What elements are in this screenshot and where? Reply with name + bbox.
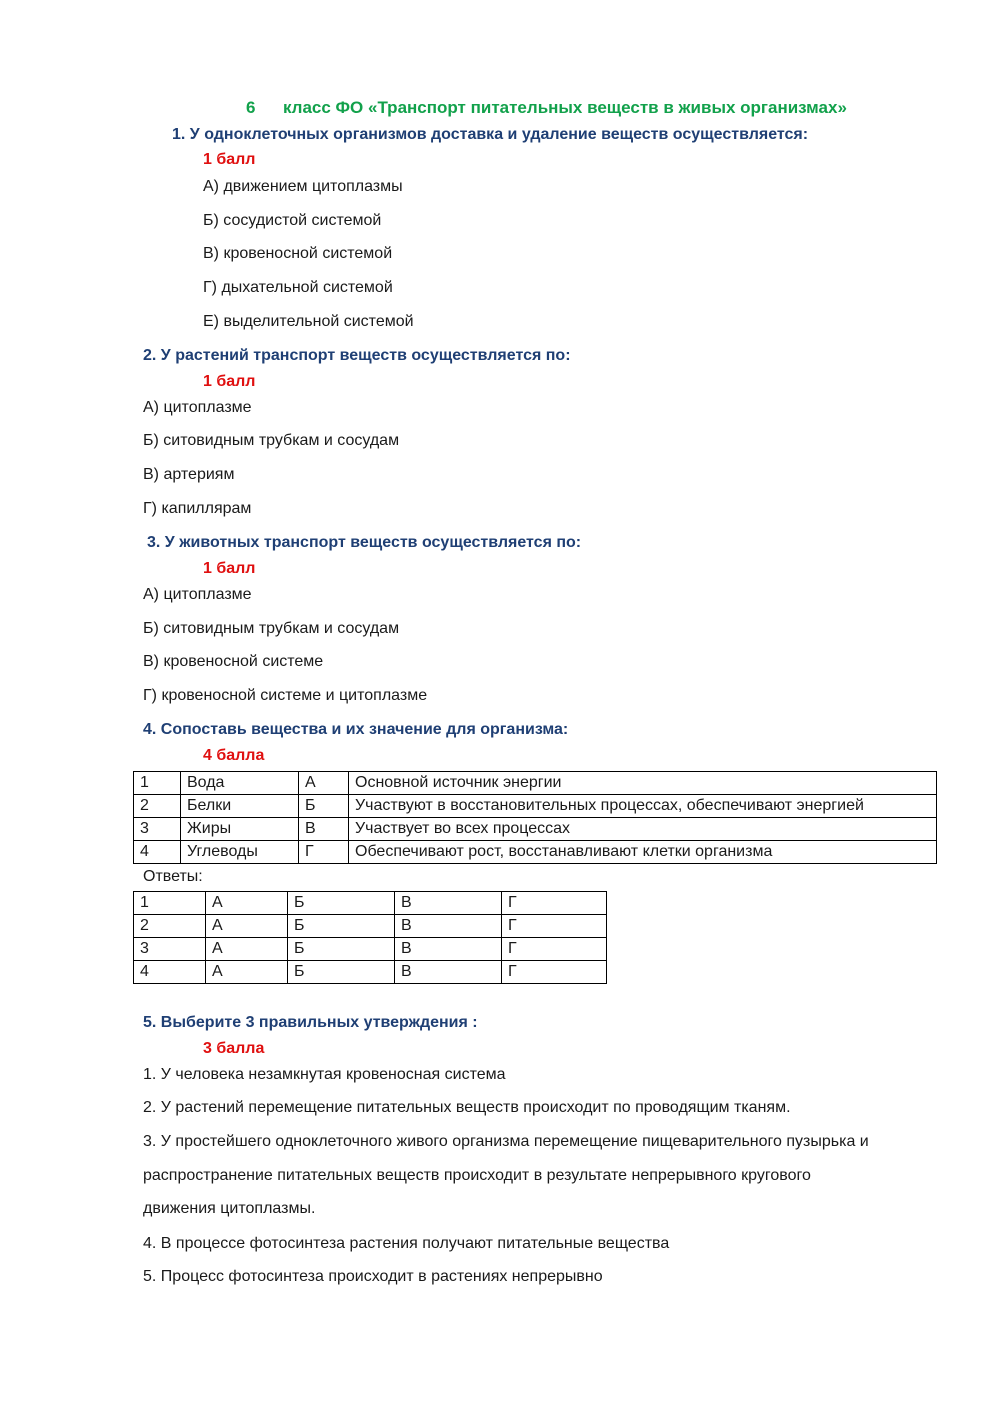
- match-cell: Обеспечивают рост, восстанавливают клетки организма: [349, 841, 937, 864]
- q1-option-e[interactable]: Е) выделительной системой: [203, 313, 414, 330]
- answer-cell[interactable]: А: [206, 938, 288, 961]
- answer-cell[interactable]: Г: [502, 915, 607, 938]
- match-cell: А: [299, 772, 349, 795]
- q5-statement-5[interactable]: 5. Процесс фотосинтеза происходит в растениях непрерывно: [143, 1268, 603, 1285]
- match-cell: 3: [134, 818, 181, 841]
- match-cell: Жиры: [181, 818, 299, 841]
- q3-option-a[interactable]: А) цитоплазме: [143, 586, 252, 603]
- match-cell: Основной источник энергии: [349, 772, 937, 795]
- question-5: 5. Выберите 3 правильных утверждения :: [143, 1014, 478, 1031]
- answer-cell: 4: [134, 961, 206, 984]
- question-2: 2. У растений транспорт веществ осуществляется по:: [143, 347, 571, 364]
- q5-statement-3-cont: распространение питательных веществ происходит в результате непрерывного кругового: [143, 1167, 811, 1184]
- q1-option-d[interactable]: Г) дыхательной системой: [203, 279, 393, 296]
- q2-option-c[interactable]: В) артериям: [143, 466, 235, 483]
- q1-option-a[interactable]: А) движением цитоплазмы: [203, 178, 403, 195]
- table-row: [134, 818, 937, 841]
- question-4: 4. Сопоставь вещества и их значение для организма:: [143, 721, 569, 738]
- answer-cell[interactable]: А: [206, 915, 288, 938]
- q3-option-c[interactable]: В) кровеносной системе: [143, 653, 324, 670]
- match-cell: Г: [299, 841, 349, 864]
- q1-option-b[interactable]: Б) сосудистой системой: [203, 212, 382, 229]
- match-cell: Участвуют в восстановительных процессах, обеспечивают энергией: [349, 795, 937, 818]
- answer-cell[interactable]: В: [395, 915, 502, 938]
- page-title: [246, 98, 847, 118]
- answer-cell: 2: [134, 915, 206, 938]
- match-cell: Участвует во всех процессах: [349, 818, 937, 841]
- answer-cell[interactable]: Г: [502, 938, 607, 961]
- answer-cell[interactable]: В: [395, 961, 502, 984]
- q5-statement-3-end: движения цитоплазмы.: [143, 1200, 316, 1217]
- table-row: [134, 795, 937, 818]
- answer-cell[interactable]: Б: [288, 938, 395, 961]
- answer-cell[interactable]: В: [395, 892, 502, 915]
- question-3: 3. У животных транспорт веществ осуществляется по:: [147, 534, 582, 551]
- q5-statement-3[interactable]: 3. У простейшего одноклеточного живого организма перемещение пищеварительного пузырька и: [143, 1133, 869, 1150]
- answers-label: Ответы:: [143, 868, 203, 885]
- answer-cell[interactable]: А: [206, 892, 288, 915]
- question-5-points: 3 балла: [203, 1040, 265, 1057]
- match-cell: В: [299, 818, 349, 841]
- table-row: [134, 892, 607, 915]
- match-table: [133, 771, 937, 864]
- answer-cell[interactable]: В: [395, 938, 502, 961]
- answer-cell[interactable]: Б: [288, 961, 395, 984]
- q5-statement-2[interactable]: 2. У растений перемещение питательных веществ происходит по проводящим тканям.: [143, 1099, 791, 1116]
- match-cell: 4: [134, 841, 181, 864]
- q1-option-c[interactable]: В) кровеносной системой: [203, 245, 393, 262]
- title-text: класс ФО «Транспорт питательных веществ в живых организмах»: [282, 98, 847, 117]
- question-1-points: 1 балл: [203, 151, 256, 168]
- match-cell: Углеводы: [181, 841, 299, 864]
- question-2-points: 1 балл: [203, 373, 256, 390]
- q3-option-b[interactable]: Б) ситовидным трубкам и сосудам: [143, 620, 400, 637]
- table-row: [134, 961, 607, 984]
- q2-option-a[interactable]: А) цитоплазме: [143, 399, 252, 416]
- question-4-points: 4 балла: [203, 747, 265, 764]
- answer-cell: 3: [134, 938, 206, 961]
- table-row: [134, 841, 937, 864]
- q2-option-d[interactable]: Г) капиллярам: [143, 500, 252, 517]
- q3-option-d[interactable]: Г) кровеносной системе и цитоплазме: [143, 687, 428, 704]
- table-row: [134, 938, 607, 961]
- table-row: [134, 915, 607, 938]
- match-cell: 1: [134, 772, 181, 795]
- question-3-points: 1 балл: [203, 560, 256, 577]
- answer-cell[interactable]: Б: [288, 892, 395, 915]
- answer-cell[interactable]: А: [206, 961, 288, 984]
- answer-cell[interactable]: Г: [502, 892, 607, 915]
- match-cell: Б: [299, 795, 349, 818]
- q5-statement-1[interactable]: 1. У человека незамкнутая кровеносная система: [143, 1066, 506, 1083]
- match-cell: Белки: [181, 795, 299, 818]
- answer-cell[interactable]: Г: [502, 961, 607, 984]
- q5-statement-4[interactable]: 4. В процессе фотосинтеза растения получают питательные вещества: [143, 1235, 670, 1252]
- match-cell: 2: [134, 795, 181, 818]
- answer-cell[interactable]: Б: [288, 915, 395, 938]
- q2-option-b[interactable]: Б) ситовидным трубкам и сосудам: [143, 432, 400, 449]
- title-grade: 6: [246, 98, 256, 117]
- answer-table: [133, 891, 607, 984]
- answer-cell: 1: [134, 892, 206, 915]
- match-cell: Вода: [181, 772, 299, 795]
- question-1: 1. У одноклеточных организмов доставка и удаление веществ осуществляется:: [172, 126, 809, 143]
- table-row: [134, 772, 937, 795]
